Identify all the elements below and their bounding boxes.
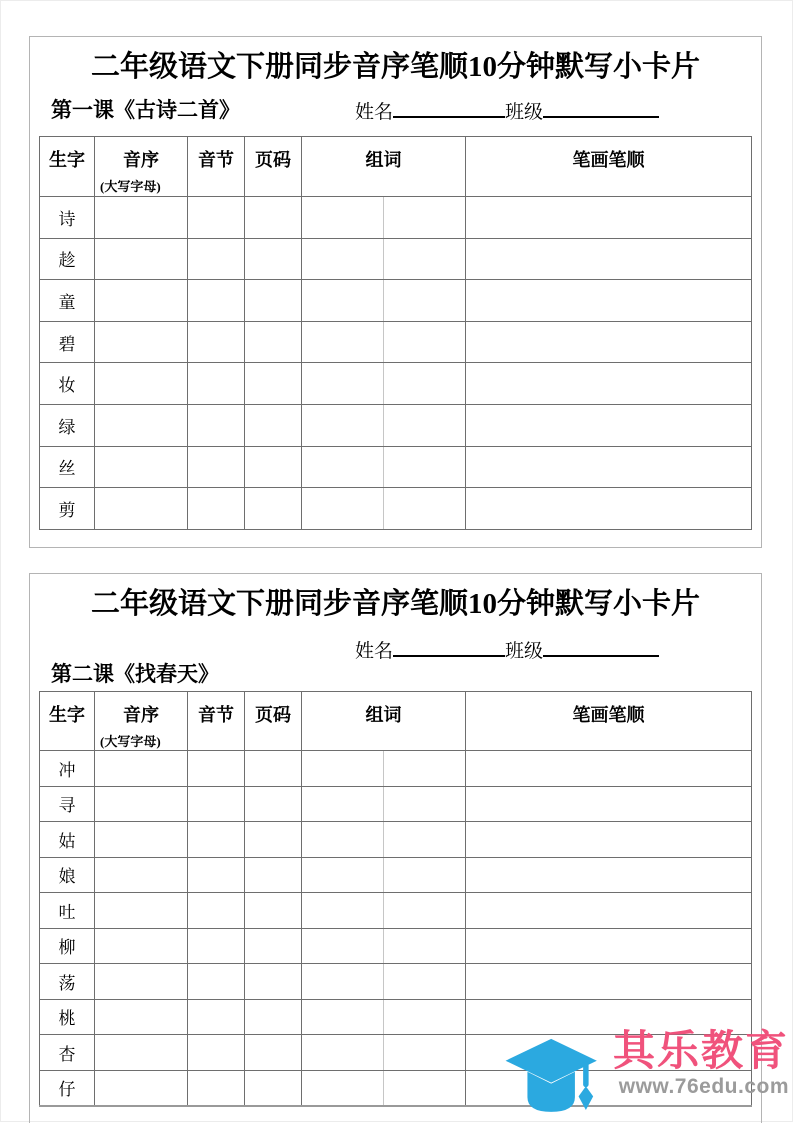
word-group-fill-cell-left: [302, 822, 384, 858]
word-group-fill-cell-left: [302, 363, 384, 405]
word-group-fill-cell-left: [302, 1070, 384, 1106]
word-group-fill-cell-left: [302, 786, 384, 822]
phonetic-order-fill-cell: [95, 321, 188, 363]
phonetic-order-fill-cell: [95, 280, 188, 322]
header-syllable: 音节: [188, 692, 245, 751]
brand-name: 其乐教育: [613, 1027, 790, 1074]
page-number-fill-cell: [245, 964, 302, 1000]
new-character-cell: 柳: [40, 928, 95, 964]
stroke-order-fill-cell: [466, 488, 752, 530]
table-row: [40, 280, 752, 322]
new-character-cell: 绿: [40, 404, 95, 446]
stroke-order-fill-cell: [466, 751, 752, 787]
new-character-cell: 娘: [40, 857, 95, 893]
word-group-fill-cell-right: [384, 964, 466, 1000]
new-character-cell: 荡: [40, 964, 95, 1000]
page-number-fill-cell: [245, 363, 302, 405]
word-group-fill-cell-left: [302, 446, 384, 488]
header-syllable: 音节: [188, 137, 245, 197]
new-character-cell: 趁: [40, 238, 95, 280]
phonetic-order-fill-cell: [95, 751, 188, 787]
word-group-fill-cell-right: [384, 1035, 466, 1071]
stroke-order-fill-cell: [466, 197, 752, 239]
new-character-cell: 妆: [40, 363, 95, 405]
syllable-fill-cell: [188, 964, 245, 1000]
header-word-groups: 组词: [302, 692, 466, 751]
page-number-fill-cell: [245, 822, 302, 858]
word-group-fill-cell-right: [384, 928, 466, 964]
brand-text-block: [613, 1029, 789, 1099]
phonetic-order-fill-cell: [95, 1035, 188, 1071]
phonetic-order-fill-cell: [95, 238, 188, 280]
new-character-cell: 诗: [40, 197, 95, 239]
word-group-fill-cell-left: [302, 404, 384, 446]
phonetic-order-fill-cell: [95, 488, 188, 530]
page-number-fill-cell: [245, 786, 302, 822]
name-class-line: [355, 97, 659, 124]
phonetic-order-fill-cell: [95, 999, 188, 1035]
header-page-number: 页码: [245, 692, 302, 751]
worksheet-card-lesson1: [29, 36, 762, 548]
new-character-cell: 仔: [40, 1070, 95, 1106]
name-blank-line: [393, 640, 505, 657]
page-number-fill-cell: [245, 1070, 302, 1106]
class-label: 班级: [505, 641, 544, 662]
phonetic-order-fill-cell: [95, 857, 188, 893]
word-group-fill-cell-right: [384, 786, 466, 822]
table-row: [40, 964, 752, 1000]
page-number-fill-cell: [245, 238, 302, 280]
name-label: 姓名: [355, 102, 394, 123]
card-subheader: [30, 85, 761, 125]
table-row: [40, 857, 752, 893]
word-group-fill-cell-left: [302, 964, 384, 1000]
stroke-order-fill-cell: [466, 321, 752, 363]
class-blank-line: [543, 101, 659, 118]
syllable-fill-cell: [188, 404, 245, 446]
syllable-fill-cell: [188, 786, 245, 822]
class-blank-line: [543, 640, 659, 657]
new-character-cell: 寻: [40, 786, 95, 822]
stroke-order-fill-cell: [466, 404, 752, 446]
syllable-fill-cell: [188, 363, 245, 405]
page-number-fill-cell: [245, 928, 302, 964]
phonetic-order-fill-cell: [95, 786, 188, 822]
header-phonetic-order: [95, 692, 188, 751]
header-page-number: 页码: [245, 137, 302, 197]
syllable-fill-cell: [188, 893, 245, 929]
header-new-character: 生字: [40, 137, 95, 197]
word-group-fill-cell-right: [384, 446, 466, 488]
phonetic-order-fill-cell: [95, 822, 188, 858]
phonetic-order-fill-cell: [95, 1070, 188, 1106]
lesson-title: 第一课《古诗二首》: [51, 98, 240, 122]
name-class-line: [355, 636, 659, 663]
table-row: [40, 197, 752, 239]
phonetic-order-fill-cell: [95, 197, 188, 239]
phonetic-order-fill-cell: [95, 363, 188, 405]
page-number-fill-cell: [245, 1035, 302, 1071]
new-character-cell: 碧: [40, 321, 95, 363]
header-new-character: 生字: [40, 692, 95, 751]
page-number-fill-cell: [245, 999, 302, 1035]
graduation-cap-icon: [505, 1037, 601, 1121]
stroke-order-fill-cell: [466, 238, 752, 280]
table-row: [40, 751, 752, 787]
header-word-groups: 组词: [302, 137, 466, 197]
header-capital-letter-note: (大写字母): [100, 734, 161, 749]
phonetic-order-fill-cell: [95, 928, 188, 964]
syllable-fill-cell: [188, 1035, 245, 1071]
word-group-fill-cell-left: [302, 280, 384, 322]
stroke-order-fill-cell: [466, 280, 752, 322]
new-character-cell: 童: [40, 280, 95, 322]
syllable-fill-cell: [188, 238, 245, 280]
stroke-order-fill-cell: [466, 786, 752, 822]
syllable-fill-cell: [188, 488, 245, 530]
word-group-fill-cell-left: [302, 999, 384, 1035]
word-group-fill-cell-right: [384, 857, 466, 893]
word-group-fill-cell-right: [384, 321, 466, 363]
card-title: 二年级语文下册同步音序笔顺10分钟默写小卡片: [90, 588, 700, 620]
word-group-fill-cell-left: [302, 893, 384, 929]
phonetic-order-fill-cell: [95, 446, 188, 488]
word-group-fill-cell-left: [302, 928, 384, 964]
table-row: [40, 446, 752, 488]
stroke-order-fill-cell: [466, 822, 752, 858]
syllable-fill-cell: [188, 197, 245, 239]
table-row: [40, 404, 752, 446]
word-group-fill-cell-right: [384, 822, 466, 858]
syllable-fill-cell: [188, 1070, 245, 1106]
word-group-fill-cell-left: [302, 488, 384, 530]
phonetic-order-fill-cell: [95, 893, 188, 929]
syllable-fill-cell: [188, 751, 245, 787]
stroke-order-fill-cell: [466, 446, 752, 488]
card-title: 二年级语文下册同步音序笔顺10分钟默写小卡片: [90, 51, 700, 83]
header-stroke-order: 笔画笔顺: [466, 137, 752, 197]
class-label: 班级: [505, 102, 544, 123]
stroke-order-fill-cell: [466, 857, 752, 893]
new-character-cell: 桃: [40, 999, 95, 1035]
page-number-fill-cell: [245, 321, 302, 363]
new-character-cell: 冲: [40, 751, 95, 787]
new-character-cell: 杏: [40, 1035, 95, 1071]
new-character-cell: 姑: [40, 822, 95, 858]
syllable-fill-cell: [188, 999, 245, 1035]
word-group-fill-cell-right: [384, 238, 466, 280]
header-phonetic-order-label: 音序: [123, 150, 159, 170]
new-character-cell: 丝: [40, 446, 95, 488]
table-header-row: [40, 692, 752, 751]
page-number-fill-cell: [245, 857, 302, 893]
word-group-fill-cell-right: [384, 280, 466, 322]
header-phonetic-order-label: 音序: [123, 705, 159, 725]
stroke-order-fill-cell: [466, 964, 752, 1000]
word-group-fill-cell-right: [384, 404, 466, 446]
word-group-fill-cell-right: [384, 363, 466, 405]
word-group-fill-cell-right: [384, 488, 466, 530]
page-number-fill-cell: [245, 488, 302, 530]
word-group-fill-cell-right: [384, 893, 466, 929]
table-row: [40, 893, 752, 929]
card-subheader: [30, 622, 761, 700]
new-character-cell: 吐: [40, 893, 95, 929]
word-group-fill-cell-left: [302, 1035, 384, 1071]
table-row: [40, 822, 752, 858]
stroke-order-fill-cell: [466, 928, 752, 964]
word-group-fill-cell-left: [302, 321, 384, 363]
table-row: [40, 321, 752, 363]
new-character-cell: 剪: [40, 488, 95, 530]
table-row: [40, 786, 752, 822]
page-number-fill-cell: [245, 280, 302, 322]
word-group-fill-cell-left: [302, 238, 384, 280]
header-phonetic-order: [95, 137, 188, 197]
syllable-fill-cell: [188, 446, 245, 488]
table-row: [40, 238, 752, 280]
syllable-fill-cell: [188, 928, 245, 964]
header-stroke-order: 笔画笔顺: [466, 692, 752, 751]
word-group-fill-cell-right: [384, 1070, 466, 1106]
table-row: [40, 488, 752, 530]
page-number-fill-cell: [245, 893, 302, 929]
header-capital-letter-note: (大写字母): [100, 179, 161, 194]
table-row: [40, 928, 752, 964]
page-number-fill-cell: [245, 446, 302, 488]
word-group-fill-cell-right: [384, 999, 466, 1035]
table-row: [40, 363, 752, 405]
lesson-title: 第二课《找春天》: [51, 662, 219, 686]
syllable-fill-cell: [188, 857, 245, 893]
syllable-fill-cell: [188, 822, 245, 858]
brand-watermark: [505, 1029, 789, 1121]
stroke-order-fill-cell: [466, 363, 752, 405]
syllable-fill-cell: [188, 280, 245, 322]
page-number-fill-cell: [245, 751, 302, 787]
name-label: 姓名: [355, 641, 394, 662]
table-header-row: [40, 137, 752, 197]
stroke-order-fill-cell: [466, 893, 752, 929]
character-practice-table: [39, 136, 752, 530]
word-group-fill-cell-left: [302, 857, 384, 893]
word-group-fill-cell-right: [384, 751, 466, 787]
word-group-fill-cell-left: [302, 751, 384, 787]
page-number-fill-cell: [245, 404, 302, 446]
phonetic-order-fill-cell: [95, 404, 188, 446]
name-blank-line: [393, 101, 505, 118]
word-group-fill-cell-right: [384, 197, 466, 239]
brand-website: www.76edu.com: [618, 1075, 790, 1099]
word-group-fill-cell-left: [302, 197, 384, 239]
page-number-fill-cell: [245, 197, 302, 239]
syllable-fill-cell: [188, 321, 245, 363]
phonetic-order-fill-cell: [95, 964, 188, 1000]
